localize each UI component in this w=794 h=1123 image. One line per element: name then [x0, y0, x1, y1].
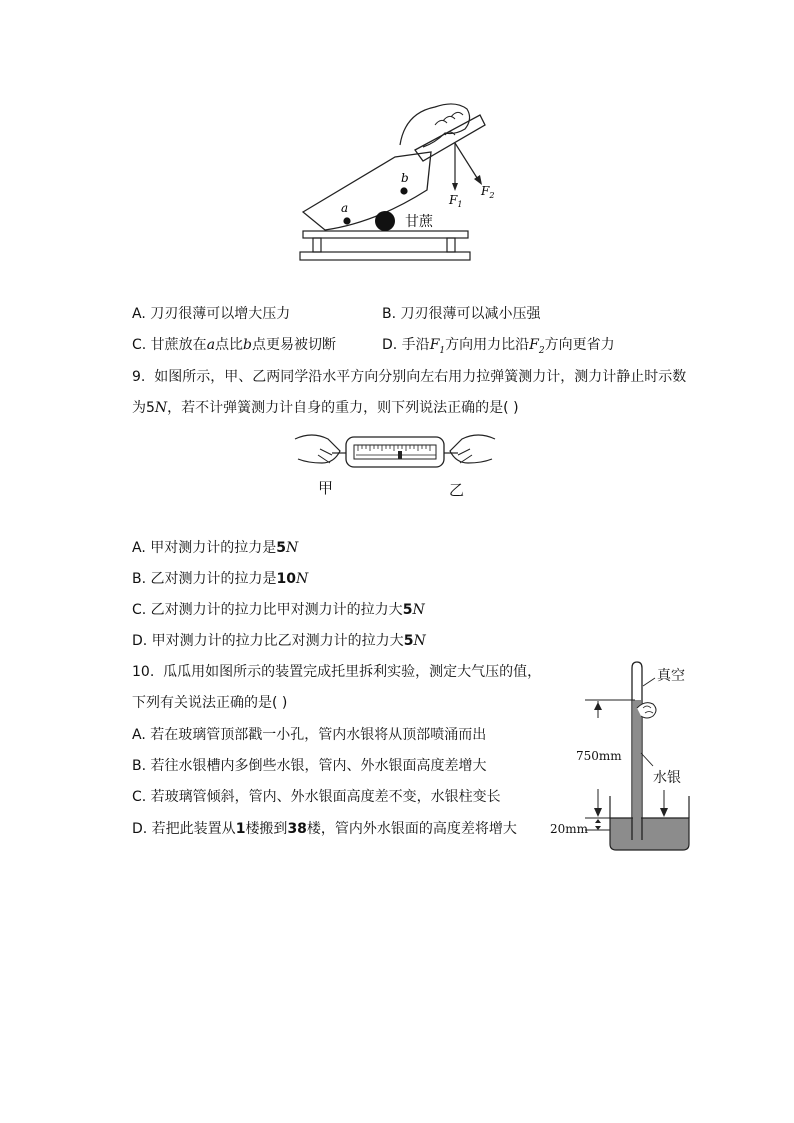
q8-option-c: C. 甘蔗放在a点比b点更易被切断 [132, 337, 337, 353]
knife-handle [415, 115, 485, 161]
label-vacuum: 真空 [657, 668, 685, 684]
mercury-trough [610, 818, 689, 850]
label-yi: 乙 [449, 481, 465, 499]
q10-option-b: B. 若往水银槽内多倒些水银，管内、外水银面高度差增大 [132, 758, 487, 774]
q10-option-a: A. 若在玻璃管顶部戳一小孔，管内水银将从顶部喷涌而出 [132, 727, 487, 743]
cutting-board-base [300, 252, 470, 260]
q9-option-a: A. 甲对测力计的拉力是5N [132, 540, 299, 556]
label-F2: $F_2$ [481, 184, 495, 200]
q10-option-d: D. 若把此装置从1楼搬到38楼，管内外水银面的高度差将增大 [132, 821, 517, 837]
board-leg-right [447, 238, 455, 252]
mercury-column [633, 700, 641, 840]
label-750mm: 750mm [576, 749, 622, 763]
right-hand [450, 435, 495, 463]
q9-number: 9. [132, 369, 146, 385]
q10-option-c: C. 若玻璃管倾斜，管内、外水银面高度差不变，水银柱变长 [132, 789, 501, 805]
q8-option-b: B. 刀刃很薄可以减小压强 [382, 306, 541, 322]
point-a [343, 217, 350, 224]
board-leg-left [313, 238, 321, 252]
spring-scale-body [346, 437, 444, 467]
point-b [400, 187, 407, 194]
label-F1: $F_1$ [449, 193, 463, 209]
q10-stem-line1: 10. 瓜瓜用如图所示的装置完成托里拆利实验，测定大气压的值， [132, 664, 542, 680]
knife-sugarcane-figure [295, 95, 510, 265]
cutting-board-top [303, 231, 468, 238]
q10-number: 10. [132, 664, 155, 680]
q9-option-d: D. 甲对测力计的拉力比乙对测力计的拉力大5N [132, 633, 426, 649]
label-a: a [341, 201, 349, 215]
label-jia: 甲 [318, 479, 334, 497]
label-mercury: 水银 [653, 770, 681, 786]
left-hand [295, 435, 340, 463]
q8-option-d: D. 手沿$F_1$方向用力比沿$F_2$方向更省力 [382, 337, 615, 356]
label-sugarcane: 甘蔗 [405, 214, 433, 230]
label-b: b [401, 171, 409, 185]
label-20mm: 20mm [550, 822, 589, 836]
arrow-F1 [452, 183, 458, 191]
q9-stem-line1: 9. 如图所示，甲、乙两同学沿水平方向分别向左右用力拉弹簧测力计，测力计静止时示数 [132, 369, 687, 385]
sugarcane-cross-section [375, 211, 395, 231]
q8-option-a: A. 刀刃很薄可以增大压力 [132, 306, 291, 322]
q9-stem-line2: 为5N，若不计弹簧测力计自身的重力，则下列说法正确的是( ) [132, 400, 519, 416]
q9-option-c: C. 乙对测力计的拉力比甲对测力计的拉力大5N [132, 602, 425, 618]
q10-stem-line2: 下列有关说法正确的是( ) [132, 695, 288, 711]
q9-option-b: B. 乙对测力计的拉力是10N [132, 571, 309, 587]
